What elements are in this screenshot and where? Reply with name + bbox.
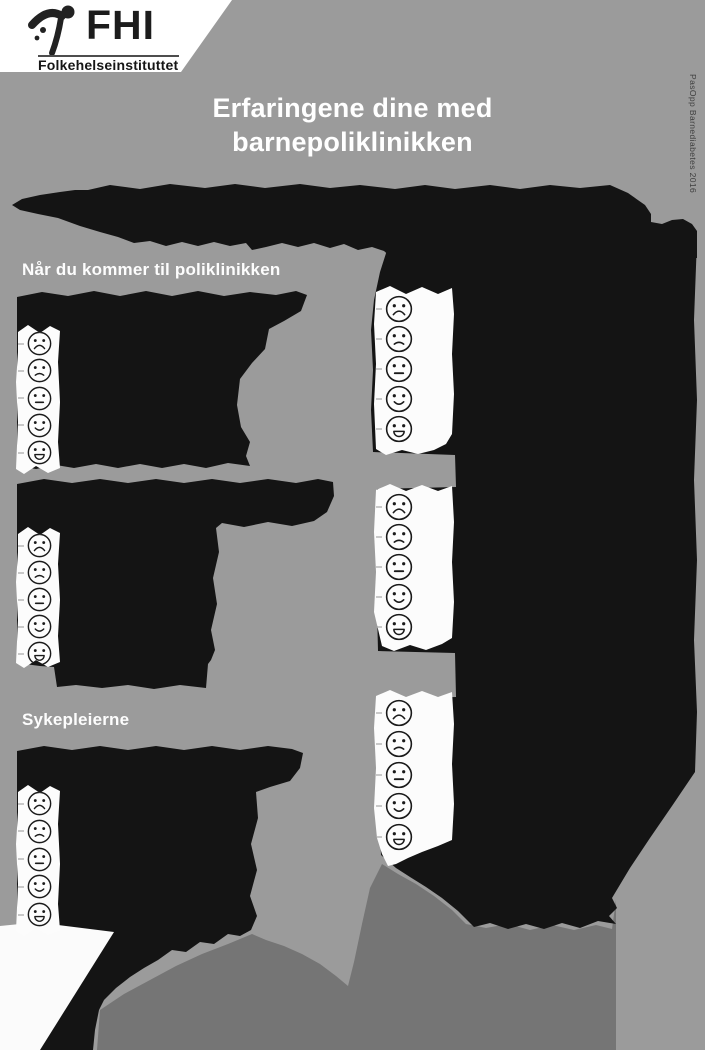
redacted-answer-label (376, 506, 382, 508)
page-title-line2: barnepoliklinikken (232, 126, 473, 157)
very-happy-face-icon[interactable] (384, 822, 414, 852)
redacted-answer-label (18, 830, 24, 832)
rating-option-row (18, 559, 60, 586)
redacted-answer-label (18, 452, 24, 454)
neutral-face-icon[interactable] (26, 385, 53, 412)
very-happy-face-icon[interactable] (26, 901, 53, 928)
redacted-answer-label (18, 858, 24, 860)
redacted-answer-label (376, 368, 382, 370)
redacted-answer-label (18, 626, 24, 628)
redacted-answer-label (376, 836, 382, 838)
rating-option-row (376, 294, 454, 324)
rating-option-row (18, 790, 60, 817)
redacted-answer-label (18, 599, 24, 601)
rating-option-row (376, 612, 454, 642)
rating-option-row (18, 357, 60, 384)
rating-scale-q3-right (374, 688, 454, 866)
redacted-answer-label (376, 596, 382, 598)
survey-edition-label: PasOpp Barnediabetes 2016 (688, 74, 698, 194)
redacted-answer-label (376, 308, 382, 310)
rating-scale-arrival-left (16, 322, 60, 476)
very-happy-face-icon[interactable] (384, 414, 414, 444)
very-happy-face-icon[interactable] (384, 612, 414, 642)
rating-scale-q2-left (16, 524, 60, 670)
rating-option-row (376, 552, 454, 582)
happy-face-icon[interactable] (26, 873, 53, 900)
redacted-answer-label (18, 653, 24, 655)
happy-face-icon[interactable] (26, 412, 53, 439)
redacted-answer-label (18, 397, 24, 399)
redacted-answer-label (18, 572, 24, 574)
rating-option-row (18, 846, 60, 873)
rating-option-row (376, 384, 454, 414)
very-sad-face-icon[interactable] (384, 294, 414, 324)
rating-option-row (376, 414, 454, 444)
redacted-answer-label (18, 803, 24, 805)
very-sad-face-icon[interactable] (384, 698, 414, 728)
rating-option-row (18, 613, 60, 640)
rating-option-row (18, 330, 60, 357)
very-sad-face-icon[interactable] (384, 492, 414, 522)
neutral-face-icon[interactable] (26, 846, 53, 873)
redacted-answer-label (18, 886, 24, 888)
logo-acronym: FHI (86, 2, 156, 48)
rating-option-row (18, 439, 60, 466)
very-sad-face-icon[interactable] (26, 532, 53, 559)
rating-scale-q2-right (374, 482, 454, 652)
neutral-face-icon[interactable] (384, 354, 414, 384)
rating-option-row (376, 760, 454, 790)
happy-face-icon[interactable] (384, 582, 414, 612)
very-happy-face-icon[interactable] (26, 439, 53, 466)
page-title (0, 92, 705, 160)
rating-option-row (18, 873, 60, 900)
redacted-answer-label (376, 626, 382, 628)
sad-face-icon[interactable] (26, 357, 53, 384)
section-heading-nurses: Sykepleierne (22, 710, 130, 729)
fhi-person-figure-icon (28, 3, 84, 57)
neutral-face-icon[interactable] (384, 552, 414, 582)
page-title-line1: Erfaringene dine med (212, 93, 493, 123)
rating-option-row (18, 532, 60, 559)
section-heading-arrival: Når du kommer til poliklinikken (22, 260, 281, 279)
rating-option-row (18, 412, 60, 439)
rating-option-row (376, 522, 454, 552)
redacted-answer-label (376, 743, 382, 745)
redacted-answer-label (18, 343, 24, 345)
redacted-answer-label (376, 536, 382, 538)
redacted-answer-label (376, 774, 382, 776)
rating-option-row (376, 492, 454, 522)
rating-option-row (376, 698, 454, 728)
sad-face-icon[interactable] (26, 559, 53, 586)
rating-option-row (376, 354, 454, 384)
redacted-answer-label (376, 712, 382, 714)
redacted-answer-label (18, 424, 24, 426)
rating-option-row (18, 586, 60, 613)
sad-face-icon[interactable] (384, 522, 414, 552)
redacted-answer-label (18, 545, 24, 547)
rating-option-row (18, 818, 60, 845)
very-sad-face-icon[interactable] (26, 330, 53, 357)
rating-option-row (376, 791, 454, 821)
rating-option-row (376, 324, 454, 354)
happy-face-icon[interactable] (384, 384, 414, 414)
very-sad-face-icon[interactable] (26, 790, 53, 817)
rating-scale-nurses-left (16, 782, 60, 938)
redacted-answer-label (376, 398, 382, 400)
sad-face-icon[interactable] (384, 324, 414, 354)
rating-option-row (18, 385, 60, 412)
redacted-answer-label (376, 566, 382, 568)
redacted-answer-label (376, 428, 382, 430)
redacted-answer-label (18, 370, 24, 372)
rating-option-row (376, 729, 454, 759)
logo-subtitle: Folkehelseinstituttet (38, 57, 179, 73)
redacted-answer-label (376, 805, 382, 807)
happy-face-icon[interactable] (384, 791, 414, 821)
rating-option-row (18, 901, 60, 928)
neutral-face-icon[interactable] (384, 760, 414, 790)
sad-face-icon[interactable] (384, 729, 414, 759)
redacted-answer-label (376, 338, 382, 340)
rating-scale-q1-right (374, 284, 454, 456)
rating-option-row (376, 582, 454, 612)
redacted-answer-label (18, 914, 24, 916)
happy-face-icon[interactable] (26, 613, 53, 640)
sad-face-icon[interactable] (26, 818, 53, 845)
neutral-face-icon[interactable] (26, 586, 53, 613)
